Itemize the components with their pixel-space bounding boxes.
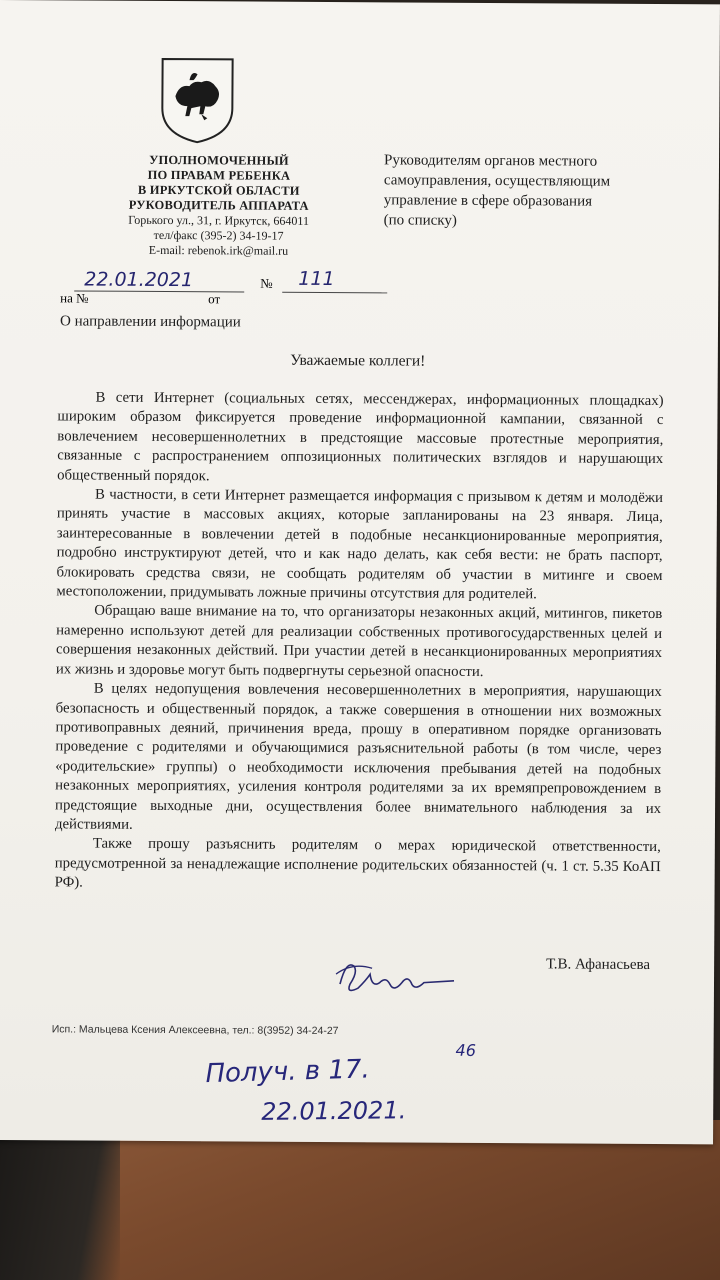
paragraph: Также прошу разъяснить родителям о мерах юридической ответственности, предусмотренной за ненадлежащие исполнение родительских обязанностей (ч. 1 ст. 5.35 КоАП РФ). xyxy=(54,835,661,891)
paragraph: В частности, в сети Интернет размещается информация с призывом к детям и молодёжи принять участие в массовых акциях, которые запланированы на 23 января. Лица, заинтересованные в вовлечении детей в подобные несанкционированные мероприятия, подробно инструктируют детей, что и как надо делать, как себя вести: не брать паспорт, блокировать средства связи, не сообщать родителям об участии в митинге и своем местоположении, придумывать ложные причины отсутствия для родителей. xyxy=(56,486,664,603)
org-phone: тел/факс (395-2) 34-19-17 xyxy=(153,227,284,243)
handwritten-date: 22.01.2021 xyxy=(84,268,194,292)
org-line-2: ПО ПРАВАМ РЕБЕНКА xyxy=(147,167,291,183)
org-email: E-mail: rebenok.irk@mail.ru xyxy=(148,242,289,258)
org-address: Горького ул., 31, г. Иркутск, 664011 xyxy=(128,212,310,228)
reference-label: на № xyxy=(60,290,89,306)
addressee-line-4: (по списку) xyxy=(383,212,457,229)
addressee-line-2: самоуправления, осуществляющим xyxy=(383,172,611,190)
subject-line: О направлении информации xyxy=(59,313,241,331)
coat-of-arms-icon xyxy=(159,56,236,144)
signer-name: Т.В. Афанасьева xyxy=(546,956,651,973)
handwritten-superscript: 46 xyxy=(455,1040,477,1060)
greeting: Уважаемые коллеги! xyxy=(290,351,426,370)
handwritten-received: Получ. в 17. xyxy=(205,1054,371,1090)
from-label: от xyxy=(208,291,221,307)
handwritten-date-note: 22.01.2021. xyxy=(261,1096,407,1126)
org-line-3: В ИРКУТСКОЙ ОБЛАСТИ xyxy=(137,182,300,198)
paragraph: В целях недопущения вовлечения несовершеннолетних в мероприятия, нарушающих безопасность и общественный порядок, а также совершения в отношении них возможных противоправных деяний, причинения вреда, прошу в оперативном порядке организовать проведение с родителями и обучающимися разъяснительной работы (в том числе, через «родительские» группы) о необходимости исключения пребывания детей на подобных незаконных мероприятиях, усиления контроля родителями за их времяпрепровождением в предстоящие выходные дни, осуществления более внимательного наблюдения за их действиями. xyxy=(54,680,662,833)
signature-icon xyxy=(332,954,462,1003)
paragraph: В сети Интернет (социальных сетях, мессенджерах, информационных площадках) широким образом фиксируется проведение информационной кампании, связанной с вовлечением несовершеннолетних в предстоящие массовые протестные мероприятия, связанные с распространением оппозиционных политических взглядов и нарушающих общественный порядок. xyxy=(57,389,664,484)
handwritten-number: 111 xyxy=(298,267,335,291)
addressee-line-1: Руководителям органов местного xyxy=(383,152,598,170)
registration-block xyxy=(60,267,360,312)
letter-body xyxy=(55,388,664,896)
addressee-block xyxy=(384,150,674,232)
paragraph: Обращаю ваше внимание на то, что организаторы незаконных акций, митингов, пикетов намеренно используют детей для реализации собственных противогосударственных целей и совершения незаконных действий. При участии детей в несанкционированных мероприятиях их жизнь и здоровье могут быть подвергнуты серьезной опасности. xyxy=(55,603,663,680)
table-shadow xyxy=(0,1140,120,1280)
executor-info: Исп.: Мальцева Ксения Алексеевна, тел.: 8(3952) 34-24-27 xyxy=(51,1023,339,1038)
addressee-line-3: управление в сфере образования xyxy=(383,192,593,210)
org-line-4: РУКОВОДИТЕЛЬ АППАРАТА xyxy=(128,197,309,213)
number-label: № xyxy=(260,275,273,291)
org-line-1: УПОЛНОМОЧЕННЫЙ xyxy=(149,152,289,168)
sender-block xyxy=(93,153,344,260)
number-underline xyxy=(282,292,387,294)
